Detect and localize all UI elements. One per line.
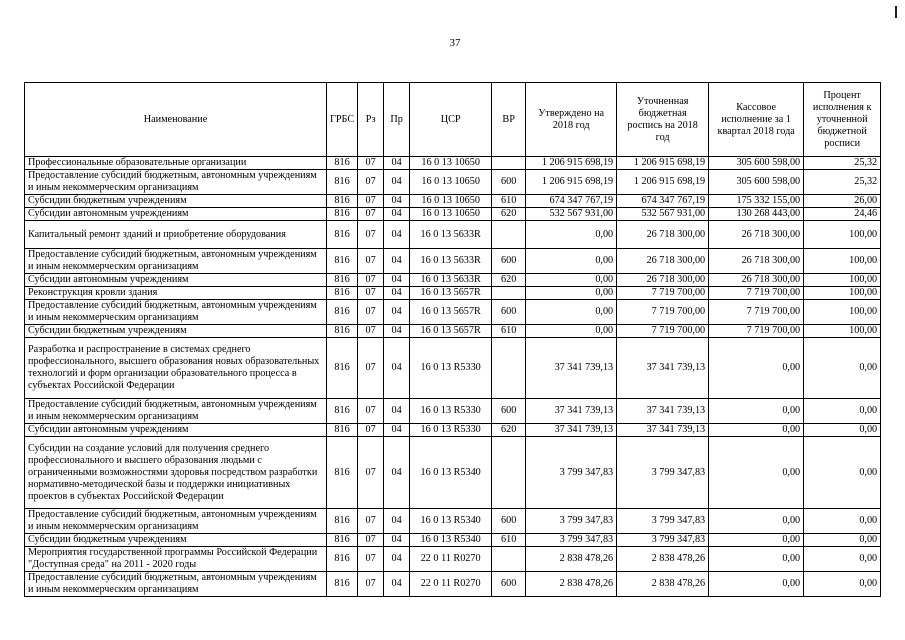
row-rz: 07: [358, 157, 384, 170]
row-rz: 07: [358, 170, 384, 195]
row-csr: 16 0 13 10650: [410, 157, 492, 170]
row-grbs: 816: [327, 208, 358, 221]
row-pr: 04: [384, 437, 410, 509]
row-rz: 07: [358, 424, 384, 437]
table-row: [25, 547, 881, 572]
row-refined: 7 719 700,00: [617, 300, 709, 325]
row-cash: 0,00: [709, 509, 804, 534]
row-vr: 600: [492, 170, 526, 195]
row-name: Предоставление субсидий бюджетным, автономным учреждениям и иным некоммерческим организациям: [25, 509, 327, 534]
row-rz: 07: [358, 509, 384, 534]
row-name: Субсидии на создание условий для получения среднего профессионального и высшего образования людьми с ограниченными возможностями здоровья посредством разработки нормативно-методической базы и поддержки инициативных проектов в субъектах Российской Федерации: [25, 437, 327, 509]
row-approved: 1 206 915 698,19: [526, 157, 617, 170]
row-csr: 16 0 13 5633R: [410, 221, 492, 249]
col-header-cash: Кассовое исполнение за 1 квартал 2018 года: [709, 83, 804, 157]
row-cash: 0,00: [709, 437, 804, 509]
col-header-rz: Рз: [358, 83, 384, 157]
row-rz: 07: [358, 287, 384, 300]
row-pr: 04: [384, 325, 410, 338]
row-csr: 16 0 13 5657R: [410, 300, 492, 325]
row-csr: 16 0 13 R5330: [410, 399, 492, 424]
table-row: [25, 437, 881, 509]
table-row: [25, 195, 881, 208]
row-name: Предоставление субсидий бюджетным, автономным учреждениям и иным некоммерческим организациям: [25, 399, 327, 424]
row-vr: [492, 221, 526, 249]
row-csr: 16 0 13 R5340: [410, 534, 492, 547]
row-refined: 37 341 739,13: [617, 399, 709, 424]
row-approved: 674 347 767,19: [526, 195, 617, 208]
row-refined: 3 799 347,83: [617, 509, 709, 534]
row-grbs: 816: [327, 300, 358, 325]
row-grbs: 816: [327, 534, 358, 547]
row-csr: 16 0 13 5633R: [410, 249, 492, 274]
table-row: [25, 170, 881, 195]
row-cash: 26 718 300,00: [709, 249, 804, 274]
row-name: Предоставление субсидий бюджетным, автономным учреждениям и иным некоммерческим организациям: [25, 572, 327, 597]
row-approved: 2 838 478,26: [526, 547, 617, 572]
row-approved: 0,00: [526, 274, 617, 287]
row-csr: 16 0 13 5657R: [410, 287, 492, 300]
row-vr: 600: [492, 249, 526, 274]
row-cash: 26 718 300,00: [709, 274, 804, 287]
row-rz: 07: [358, 338, 384, 399]
row-name: Предоставление субсидий бюджетным, автономным учреждениям и иным некоммерческим организациям: [25, 170, 327, 195]
row-name: Субсидии бюджетным учреждениям: [25, 534, 327, 547]
table-row: [25, 300, 881, 325]
row-csr: 16 0 13 R5340: [410, 437, 492, 509]
row-percent: 0,00: [804, 399, 881, 424]
row-name: Субсидии бюджетным учреждениям: [25, 195, 327, 208]
row-cash: 130 268 443,00: [709, 208, 804, 221]
row-pr: 04: [384, 547, 410, 572]
col-header-name: Наименование: [25, 83, 327, 157]
row-pr: 04: [384, 572, 410, 597]
row-refined: 2 838 478,26: [617, 547, 709, 572]
row-cash: 7 719 700,00: [709, 300, 804, 325]
row-pr: 04: [384, 249, 410, 274]
row-vr: 620: [492, 274, 526, 287]
row-cash: 0,00: [709, 338, 804, 399]
row-cash: 0,00: [709, 547, 804, 572]
row-grbs: 816: [327, 509, 358, 534]
row-refined: 1 206 915 698,19: [617, 170, 709, 195]
row-cash: 0,00: [709, 534, 804, 547]
row-pr: 04: [384, 170, 410, 195]
row-cash: 0,00: [709, 399, 804, 424]
row-percent: 0,00: [804, 437, 881, 509]
table-header-row: [25, 83, 881, 157]
row-pr: 04: [384, 338, 410, 399]
row-approved: 0,00: [526, 325, 617, 338]
row-vr: 600: [492, 300, 526, 325]
row-vr: 610: [492, 325, 526, 338]
row-cash: 0,00: [709, 572, 804, 597]
row-rz: 07: [358, 399, 384, 424]
row-approved: 0,00: [526, 249, 617, 274]
row-csr: 16 0 13 5633R: [410, 274, 492, 287]
row-name: Капитальный ремонт зданий и приобретение оборудования: [25, 221, 327, 249]
col-header-vr: ВР: [492, 83, 526, 157]
row-vr: [492, 547, 526, 572]
scan-edge-mark: [895, 6, 897, 18]
row-approved: 532 567 931,00: [526, 208, 617, 221]
col-header-pr: Пр: [384, 83, 410, 157]
row-percent: 0,00: [804, 534, 881, 547]
row-grbs: 816: [327, 437, 358, 509]
row-pr: 04: [384, 195, 410, 208]
row-name: Реконструкция кровли здания: [25, 287, 327, 300]
row-pr: 04: [384, 221, 410, 249]
row-name: Субсидии автономным учреждениям: [25, 208, 327, 221]
row-approved: 0,00: [526, 221, 617, 249]
row-vr: 620: [492, 208, 526, 221]
row-vr: [492, 157, 526, 170]
row-grbs: 816: [327, 157, 358, 170]
table-row: [25, 572, 881, 597]
row-name: Субсидии бюджетным учреждениям: [25, 325, 327, 338]
row-grbs: 816: [327, 338, 358, 399]
row-cash: 175 332 155,00: [709, 195, 804, 208]
table-row: [25, 208, 881, 221]
row-csr: 16 0 13 R5330: [410, 338, 492, 399]
row-rz: 07: [358, 195, 384, 208]
row-percent: 25,32: [804, 157, 881, 170]
row-percent: 100,00: [804, 221, 881, 249]
row-grbs: 816: [327, 424, 358, 437]
row-csr: 16 0 13 10650: [410, 195, 492, 208]
row-rz: 07: [358, 274, 384, 287]
row-pr: 04: [384, 509, 410, 534]
row-cash: 26 718 300,00: [709, 221, 804, 249]
row-rz: 07: [358, 437, 384, 509]
row-pr: 04: [384, 208, 410, 221]
row-approved: 3 799 347,83: [526, 534, 617, 547]
row-percent: 100,00: [804, 274, 881, 287]
row-approved: 0,00: [526, 300, 617, 325]
row-pr: 04: [384, 399, 410, 424]
row-percent: 100,00: [804, 325, 881, 338]
row-percent: 100,00: [804, 249, 881, 274]
row-cash: 305 600 598,00: [709, 170, 804, 195]
row-vr: 610: [492, 534, 526, 547]
row-grbs: 816: [327, 274, 358, 287]
table-row: [25, 399, 881, 424]
row-rz: 07: [358, 300, 384, 325]
table-row: [25, 424, 881, 437]
row-grbs: 816: [327, 399, 358, 424]
row-csr: 16 0 13 R5340: [410, 509, 492, 534]
col-header-grbs: ГРБС: [327, 83, 358, 157]
row-pr: 04: [384, 300, 410, 325]
row-percent: 26,00: [804, 195, 881, 208]
row-refined: 2 838 478,26: [617, 572, 709, 597]
row-approved: 1 206 915 698,19: [526, 170, 617, 195]
table-row: [25, 221, 881, 249]
row-csr: 16 0 13 R5330: [410, 424, 492, 437]
row-refined: 7 719 700,00: [617, 325, 709, 338]
row-rz: 07: [358, 572, 384, 597]
row-name: Субсидии автономным учреждениям: [25, 274, 327, 287]
row-pr: 04: [384, 157, 410, 170]
row-name: Профессиональные образовательные организации: [25, 157, 327, 170]
row-cash: 0,00: [709, 424, 804, 437]
row-rz: 07: [358, 534, 384, 547]
row-refined: 1 206 915 698,19: [617, 157, 709, 170]
table-row: [25, 325, 881, 338]
row-approved: 37 341 739,13: [526, 338, 617, 399]
col-header-approved: Утверждено на 2018 год: [526, 83, 617, 157]
row-refined: 532 567 931,00: [617, 208, 709, 221]
row-cash: 7 719 700,00: [709, 287, 804, 300]
row-cash: 305 600 598,00: [709, 157, 804, 170]
row-csr: 16 0 13 10650: [410, 170, 492, 195]
row-percent: 24,46: [804, 208, 881, 221]
row-pr: 04: [384, 424, 410, 437]
table-row: [25, 157, 881, 170]
row-percent: 0,00: [804, 572, 881, 597]
row-pr: 04: [384, 534, 410, 547]
table-row: [25, 249, 881, 274]
row-csr: 16 0 13 10650: [410, 208, 492, 221]
row-refined: 7 719 700,00: [617, 287, 709, 300]
row-csr: 16 0 13 5657R: [410, 325, 492, 338]
table-body: [25, 157, 881, 597]
row-vr: [492, 338, 526, 399]
row-vr: 620: [492, 424, 526, 437]
page-number: 37: [449, 37, 461, 49]
row-vr: [492, 287, 526, 300]
table-row: [25, 287, 881, 300]
row-percent: 0,00: [804, 424, 881, 437]
row-name: Разработка и распространение в системах среднего профессионального, высшего образования новых образовательных технологий и форм организации образовательного процесса в субъектах Российской Федерации: [25, 338, 327, 399]
row-vr: 610: [492, 195, 526, 208]
row-grbs: 816: [327, 221, 358, 249]
row-percent: 0,00: [804, 547, 881, 572]
row-rz: 07: [358, 221, 384, 249]
row-pr: 04: [384, 274, 410, 287]
row-vr: [492, 437, 526, 509]
row-rz: 07: [358, 249, 384, 274]
row-refined: 37 341 739,13: [617, 424, 709, 437]
row-refined: 26 718 300,00: [617, 221, 709, 249]
row-approved: 3 799 347,83: [526, 437, 617, 509]
row-grbs: 816: [327, 170, 358, 195]
row-approved: 2 838 478,26: [526, 572, 617, 597]
row-grbs: 816: [327, 547, 358, 572]
row-grbs: 816: [327, 572, 358, 597]
col-header-csr: ЦСР: [410, 83, 492, 157]
row-name: Предоставление субсидий бюджетным, автономным учреждениям и иным некоммерческим организациям: [25, 249, 327, 274]
row-cash: 7 719 700,00: [709, 325, 804, 338]
row-csr: 22 0 11 R0270: [410, 572, 492, 597]
row-percent: 100,00: [804, 287, 881, 300]
row-refined: 674 347 767,19: [617, 195, 709, 208]
row-name: Субсидии автономным учреждениям: [25, 424, 327, 437]
row-refined: 3 799 347,83: [617, 534, 709, 547]
row-refined: 26 718 300,00: [617, 274, 709, 287]
row-percent: 0,00: [804, 338, 881, 399]
row-grbs: 816: [327, 249, 358, 274]
budget-table: [24, 82, 881, 597]
table-row: [25, 534, 881, 547]
row-grbs: 816: [327, 325, 358, 338]
row-percent: 0,00: [804, 509, 881, 534]
row-approved: 37 341 739,13: [526, 399, 617, 424]
row-vr: 600: [492, 399, 526, 424]
row-pr: 04: [384, 287, 410, 300]
row-grbs: 816: [327, 195, 358, 208]
row-name: Мероприятия государственной программы Российской Федерации "Доступная среда" на 2011 - 2020 годы: [25, 547, 327, 572]
row-name: Предоставление субсидий бюджетным, автономным учреждениям и иным некоммерческим организациям: [25, 300, 327, 325]
row-rz: 07: [358, 325, 384, 338]
row-rz: 07: [358, 208, 384, 221]
row-approved: 37 341 739,13: [526, 424, 617, 437]
col-header-percent: Процент исполнения к уточненной бюджетной росписи: [804, 83, 881, 157]
row-percent: 100,00: [804, 300, 881, 325]
col-header-refined: Уточненная бюджетная роспись на 2018 год: [617, 83, 709, 157]
table-row: [25, 338, 881, 399]
row-approved: 3 799 347,83: [526, 509, 617, 534]
row-rz: 07: [358, 547, 384, 572]
row-refined: 37 341 739,13: [617, 338, 709, 399]
row-approved: 0,00: [526, 287, 617, 300]
row-refined: 3 799 347,83: [617, 437, 709, 509]
row-csr: 22 0 11 R0270: [410, 547, 492, 572]
row-vr: 600: [492, 572, 526, 597]
row-vr: 600: [492, 509, 526, 534]
row-percent: 25,32: [804, 170, 881, 195]
row-grbs: 816: [327, 287, 358, 300]
row-refined: 26 718 300,00: [617, 249, 709, 274]
table-row: [25, 509, 881, 534]
table-row: [25, 274, 881, 287]
